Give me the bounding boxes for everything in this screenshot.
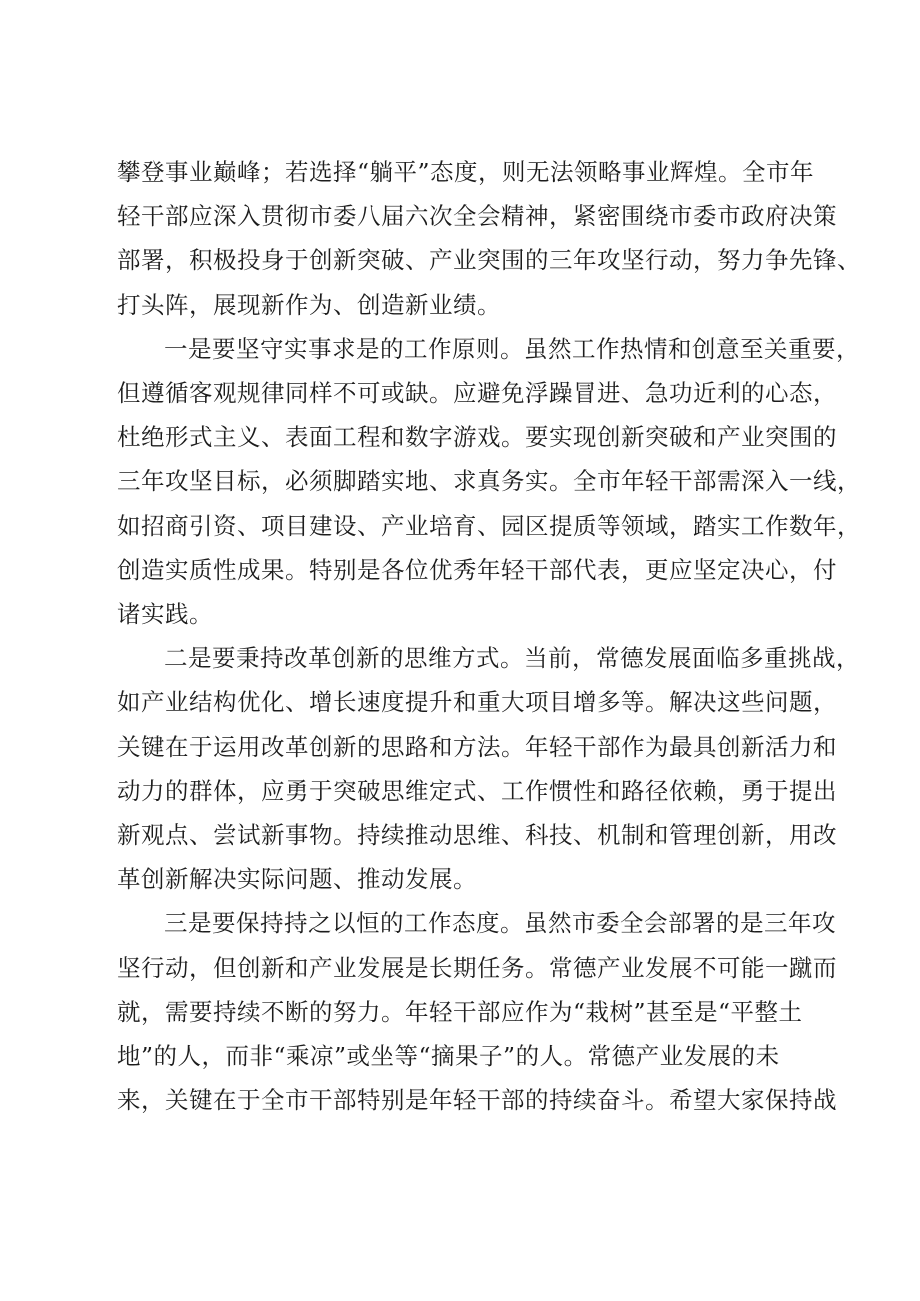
text-line: 轻干部应深入贯彻市委八届六次全会精神，紧密围绕市委市政府决策: [117, 202, 837, 231]
paragraph-point-two: [117, 636, 860, 901]
paragraph-point-three: [117, 901, 837, 1122]
paragraph-intro: [117, 150, 861, 327]
text-line: 打头阵，展现新作为、创造新业绩。: [117, 290, 501, 319]
paragraph-point-one: [117, 327, 861, 636]
text-line: 一是要坚守实事求是的工作原则。虽然工作热情和创意至关重要，: [164, 334, 860, 363]
text-line: 动力的群体，应勇于突破思维定式、工作惯性和路径依赖，勇于提出: [117, 776, 837, 805]
text-line: 但遵循客观规律同样不可或缺。应避免浮躁冒进、急功近利的心态，: [117, 379, 837, 408]
text-line: 创造实质性成果。特别是各位优秀年轻干部代表，更应坚定决心，付: [117, 555, 837, 584]
text-line: 关键在于运用改革创新的思路和方法。年轻干部作为最具创新活力和: [117, 732, 837, 761]
text-line: 部署，积极投身于创新突破、产业突围的三年攻坚行动，努力争先锋、: [117, 246, 861, 275]
text-line: 杜绝形式主义、表面工程和数字游戏。要实现创新突破和产业突围的: [117, 423, 837, 452]
text-line: 如产业结构优化、增长速度提升和重大项目增多等。解决这些问题，: [117, 688, 837, 717]
text-line: 三是要保持持之以恒的工作态度。虽然市委全会部署的是三年攻: [164, 909, 836, 938]
text-line: 如招商引资、项目建设、产业培育、园区提质等领域，踏实工作数年，: [117, 511, 861, 540]
text-line: 诸实践。: [117, 600, 213, 629]
text-line: 来，关键在于全市干部特别是年轻干部的持续奋斗。希望大家保持战: [117, 1086, 837, 1115]
text-line: 坚行动，但创新和产业发展是长期任务。常德产业发展不可能一蹴而: [117, 953, 837, 982]
text-line: 二是要秉持改革创新的思维方式。当前，常德发展面临多重挑战，: [164, 644, 860, 673]
text-line: 三年攻坚目标，必须脚踏实地、求真务实。全市年轻干部需深入一线，: [117, 467, 861, 496]
text-line: 就，需要持续不断的努力。年轻干部应作为“栽树”甚至是“平整土: [117, 997, 803, 1026]
body-text: [117, 150, 861, 1122]
text-line: 地”的人，而非“乘凉”或坐等“摘果子”的人。常德产业发展的未: [117, 1042, 780, 1071]
text-line: 革创新解决实际问题、推动发展。: [117, 865, 477, 894]
text-line: 攀登事业巅峰；若选择“躺平”态度，则无法领略事业辉煌。全市年: [117, 158, 815, 186]
text-line: 新观点、尝试新事物。持续推动思维、科技、机制和管理创新，用改: [117, 821, 837, 850]
